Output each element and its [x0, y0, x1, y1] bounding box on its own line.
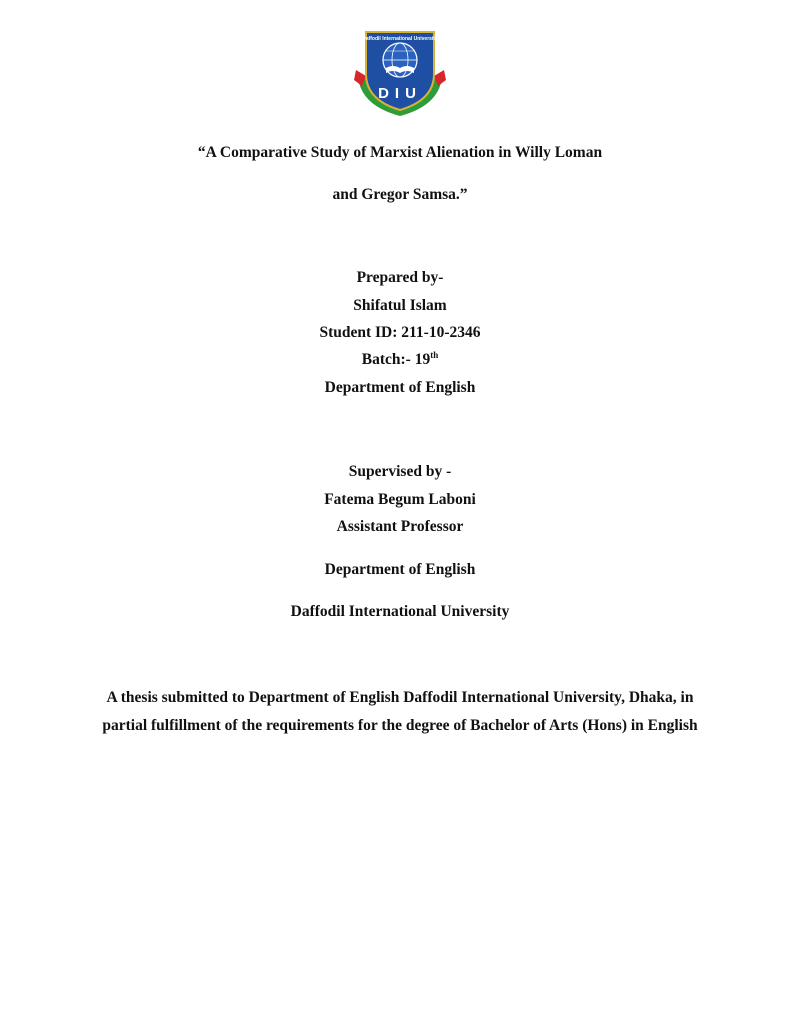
supervisor-name: Fatema Begum Laboni — [324, 491, 476, 508]
university-name: Daffodil International University — [290, 603, 510, 620]
submission-statement-line-1: A thesis submitted to Department of English Daffodil International University, Dhaka, in — [106, 689, 694, 706]
batch — [0, 350, 800, 370]
logo-caption: Daffodil International University — [362, 36, 438, 42]
student-id: Student ID: 211-10-2346 — [319, 324, 481, 341]
logo-letters: DIU — [378, 85, 422, 102]
author-department: Department of English — [324, 379, 476, 396]
submission-statement-line-2: partial fulfillment of the requirements for the degree of Bachelor of Arts (Hons) in English — [102, 717, 698, 734]
thesis-title-line-1: “A Comparative Study of Marxist Alienation in Willy Loman — [197, 144, 603, 161]
supervised-by-heading: Supervised by - — [348, 463, 452, 480]
thesis-title-line-2: and Gregor Samsa.” — [332, 186, 468, 203]
university-logo — [352, 24, 448, 122]
batch-label: Batch:- 19 — [361, 351, 431, 368]
supervisor-department: Department of English — [324, 561, 476, 578]
batch-suffix: th — [430, 350, 439, 360]
supervisor-role: Assistant Professor — [336, 518, 464, 535]
prepared-by-heading: Prepared by- — [356, 269, 444, 286]
author-name: Shifatul Islam — [353, 297, 447, 314]
